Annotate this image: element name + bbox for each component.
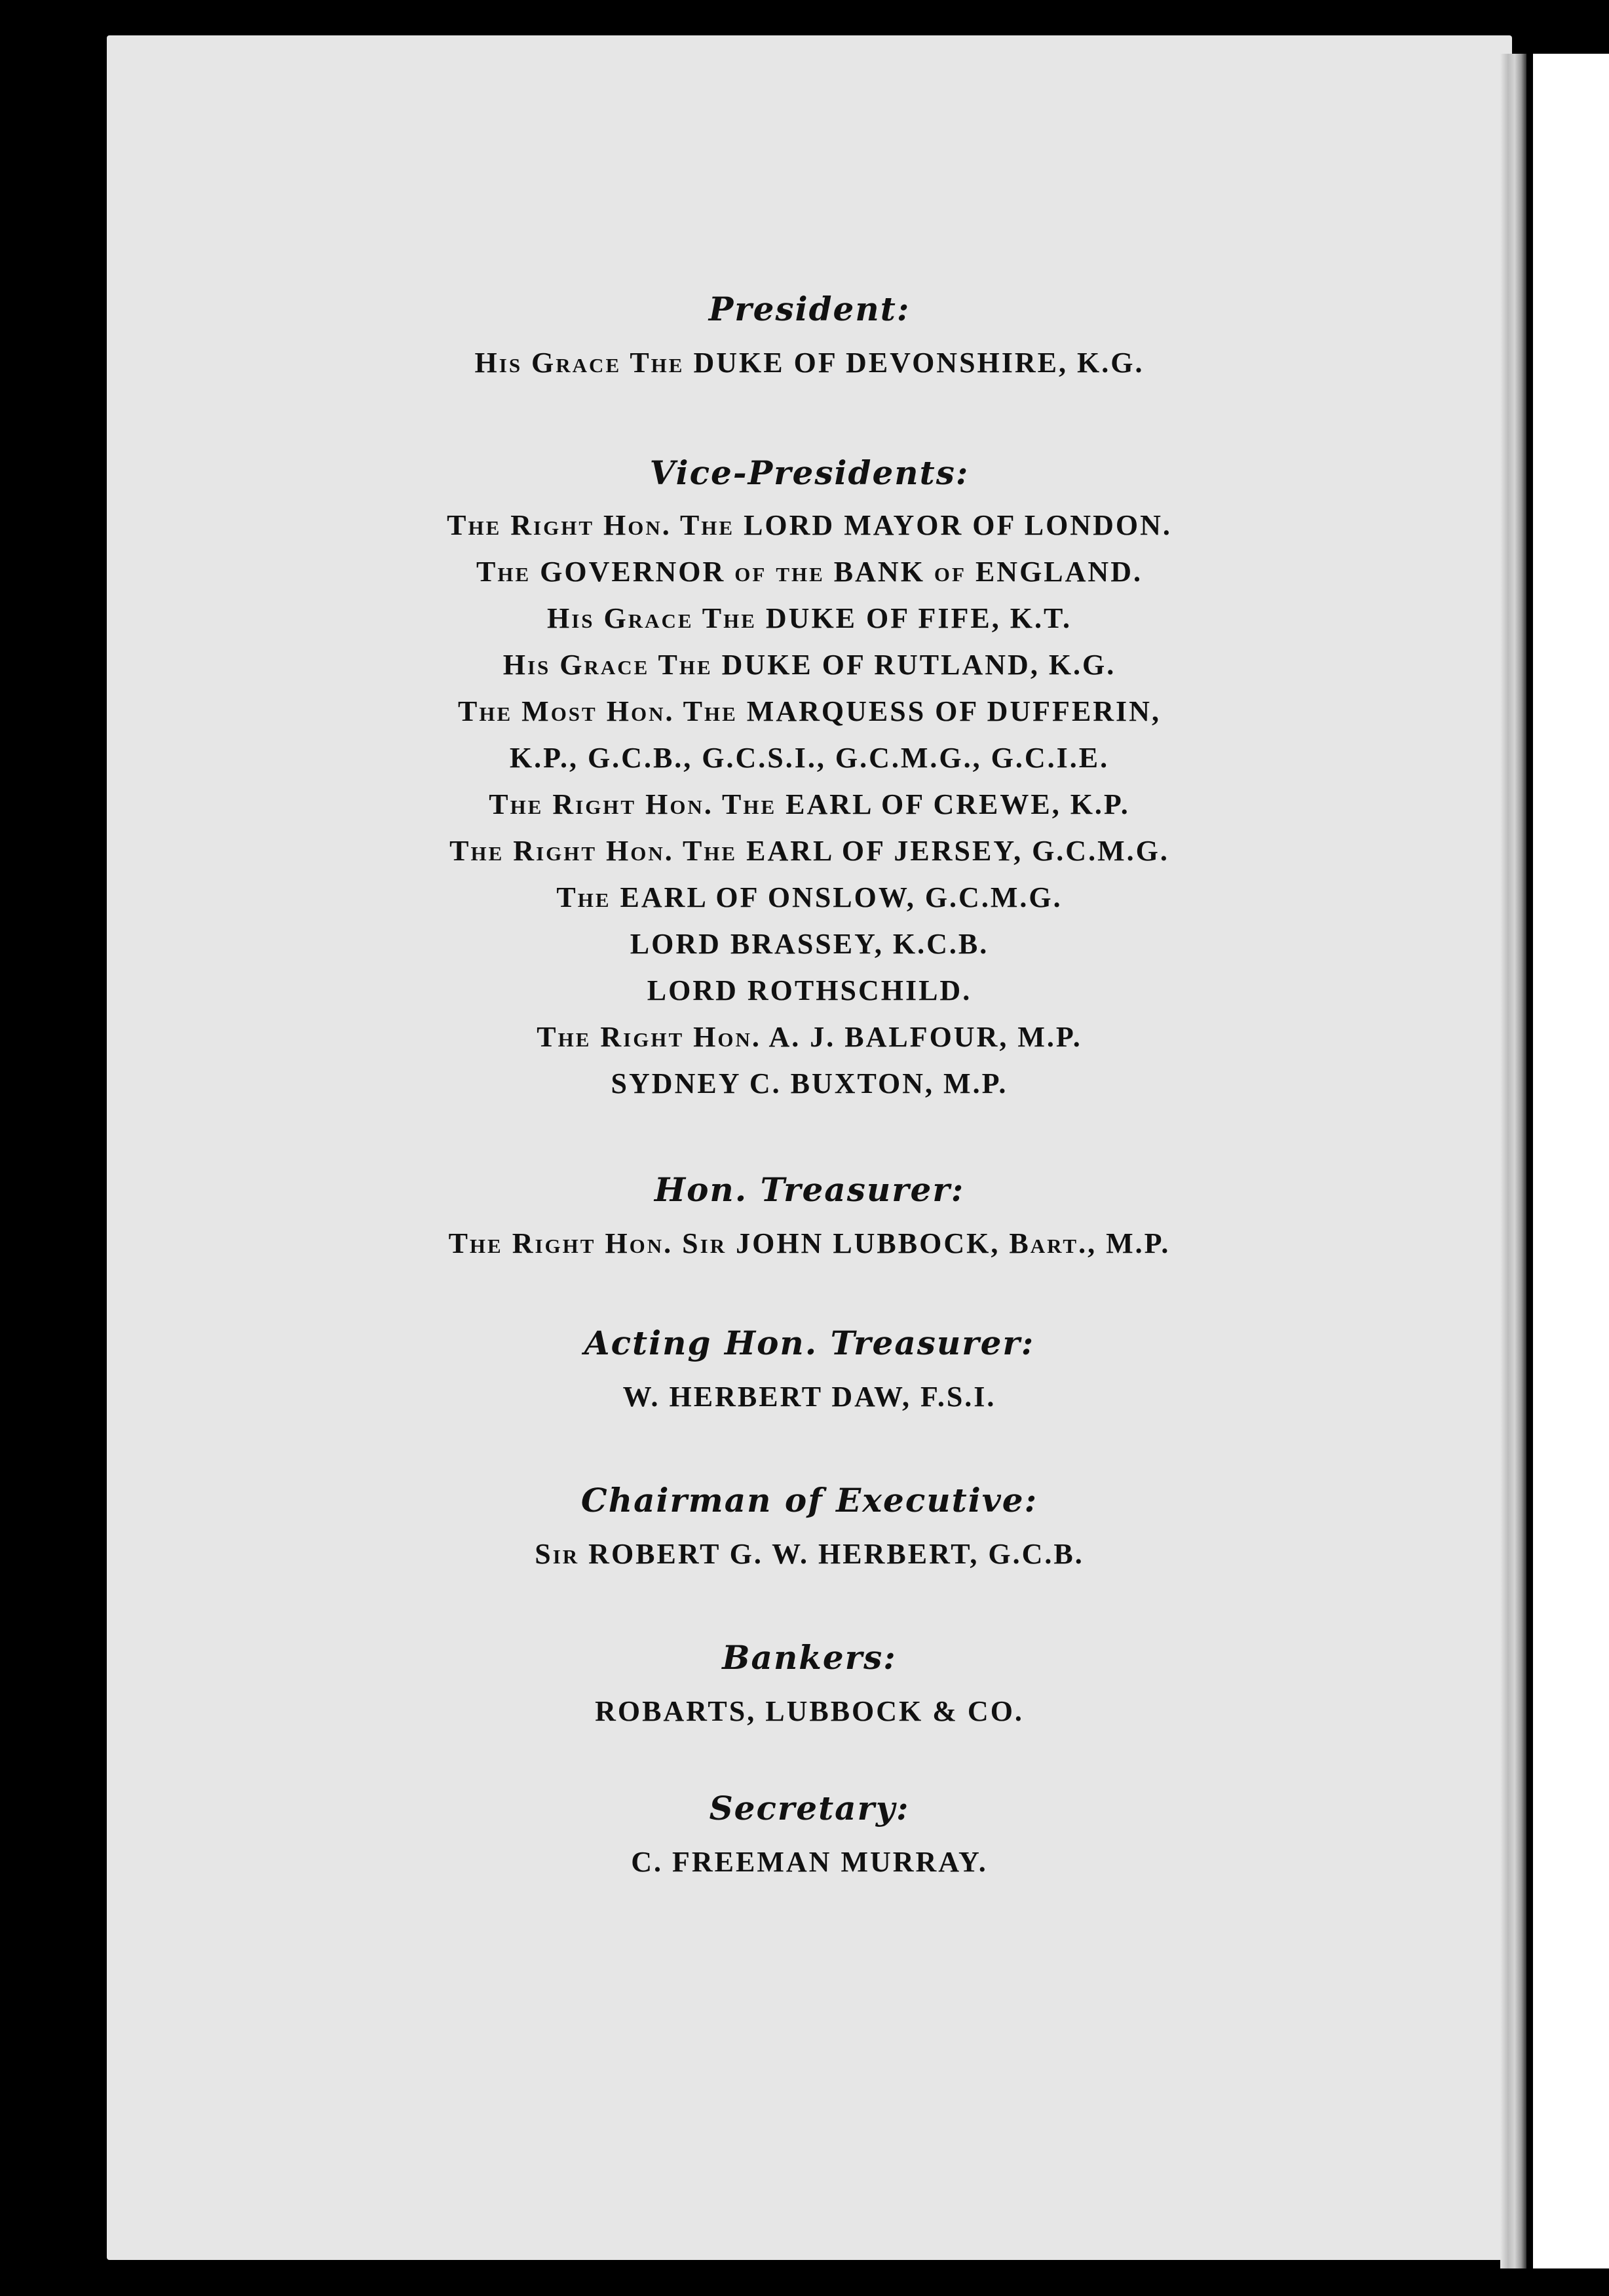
officer-line: LORD ROTHSCHILD.	[647, 974, 972, 1006]
section-secretary	[107, 1789, 1512, 1885]
officer-line: ROBARTS, LUBBOCK & CO.	[595, 1695, 1024, 1727]
section-chairman-of-executive	[107, 1481, 1512, 1577]
officer-line: C. FREEMAN MURRAY.	[631, 1846, 988, 1878]
officer-line: His Grace The DUKE OF RUTLAND, K.G.	[502, 649, 1116, 681]
officer-line: SYDNEY C. BUXTON, M.P.	[611, 1067, 1008, 1100]
section-hon-treasurer	[107, 1170, 1512, 1267]
section-heading: Vice-Presidents:	[649, 453, 970, 492]
section-bankers	[107, 1638, 1512, 1734]
section-heading: Chairman of Executive:	[580, 1481, 1038, 1520]
officer-line: Sir ROBERT G. W. HERBERT, G.C.B.	[535, 1538, 1084, 1570]
officers-list	[107, 0, 1512, 2296]
officer-line: His Grace The DUKE OF FIFE, K.T.	[546, 602, 1072, 634]
section-vice-presidents	[107, 453, 1512, 1107]
officer-line: The EARL OF ONSLOW, G.C.M.G.	[556, 881, 1063, 913]
officer-line: LORD BRASSEY, K.C.B.	[630, 928, 989, 960]
section-heading: Bankers:	[722, 1638, 897, 1677]
officer-line: The Right Hon. Sir JOHN LUBBOCK, Bart., M.P.	[448, 1227, 1171, 1259]
section-heading: President:	[708, 290, 911, 328]
adjacent-leaf	[1533, 54, 1609, 2268]
section-heading: Secretary:	[709, 1789, 910, 1827]
officer-line: The Right Hon. A. J. BALFOUR, M.P.	[537, 1021, 1082, 1053]
section-acting-hon-treasurer	[107, 1324, 1512, 1420]
officer-line: K.P., G.C.B., G.C.S.I., G.C.M.G., G.C.I.E.	[509, 742, 1110, 774]
officer-line: The Most Hon. The MARQUESS OF DUFFERIN,	[458, 695, 1161, 727]
section-president	[107, 290, 1512, 386]
officer-line: His Grace The DUKE OF DEVONSHIRE, K.G.	[474, 347, 1145, 379]
officer-line: The Right Hon. The EARL OF CREWE, K.P.	[489, 788, 1130, 820]
section-heading: Acting Hon. Treasurer:	[584, 1324, 1035, 1362]
officer-line: The GOVERNOR of the BANK of ENGLAND.	[476, 556, 1143, 588]
officer-line: The Right Hon. The LORD MAYOR OF LONDON.	[447, 509, 1172, 541]
officer-line: W. HERBERT DAW, F.S.I.	[622, 1381, 996, 1413]
section-heading: Hon. Treasurer:	[654, 1170, 965, 1209]
officer-line: The Right Hon. The EARL OF JERSEY, G.C.M.G.	[449, 835, 1169, 867]
